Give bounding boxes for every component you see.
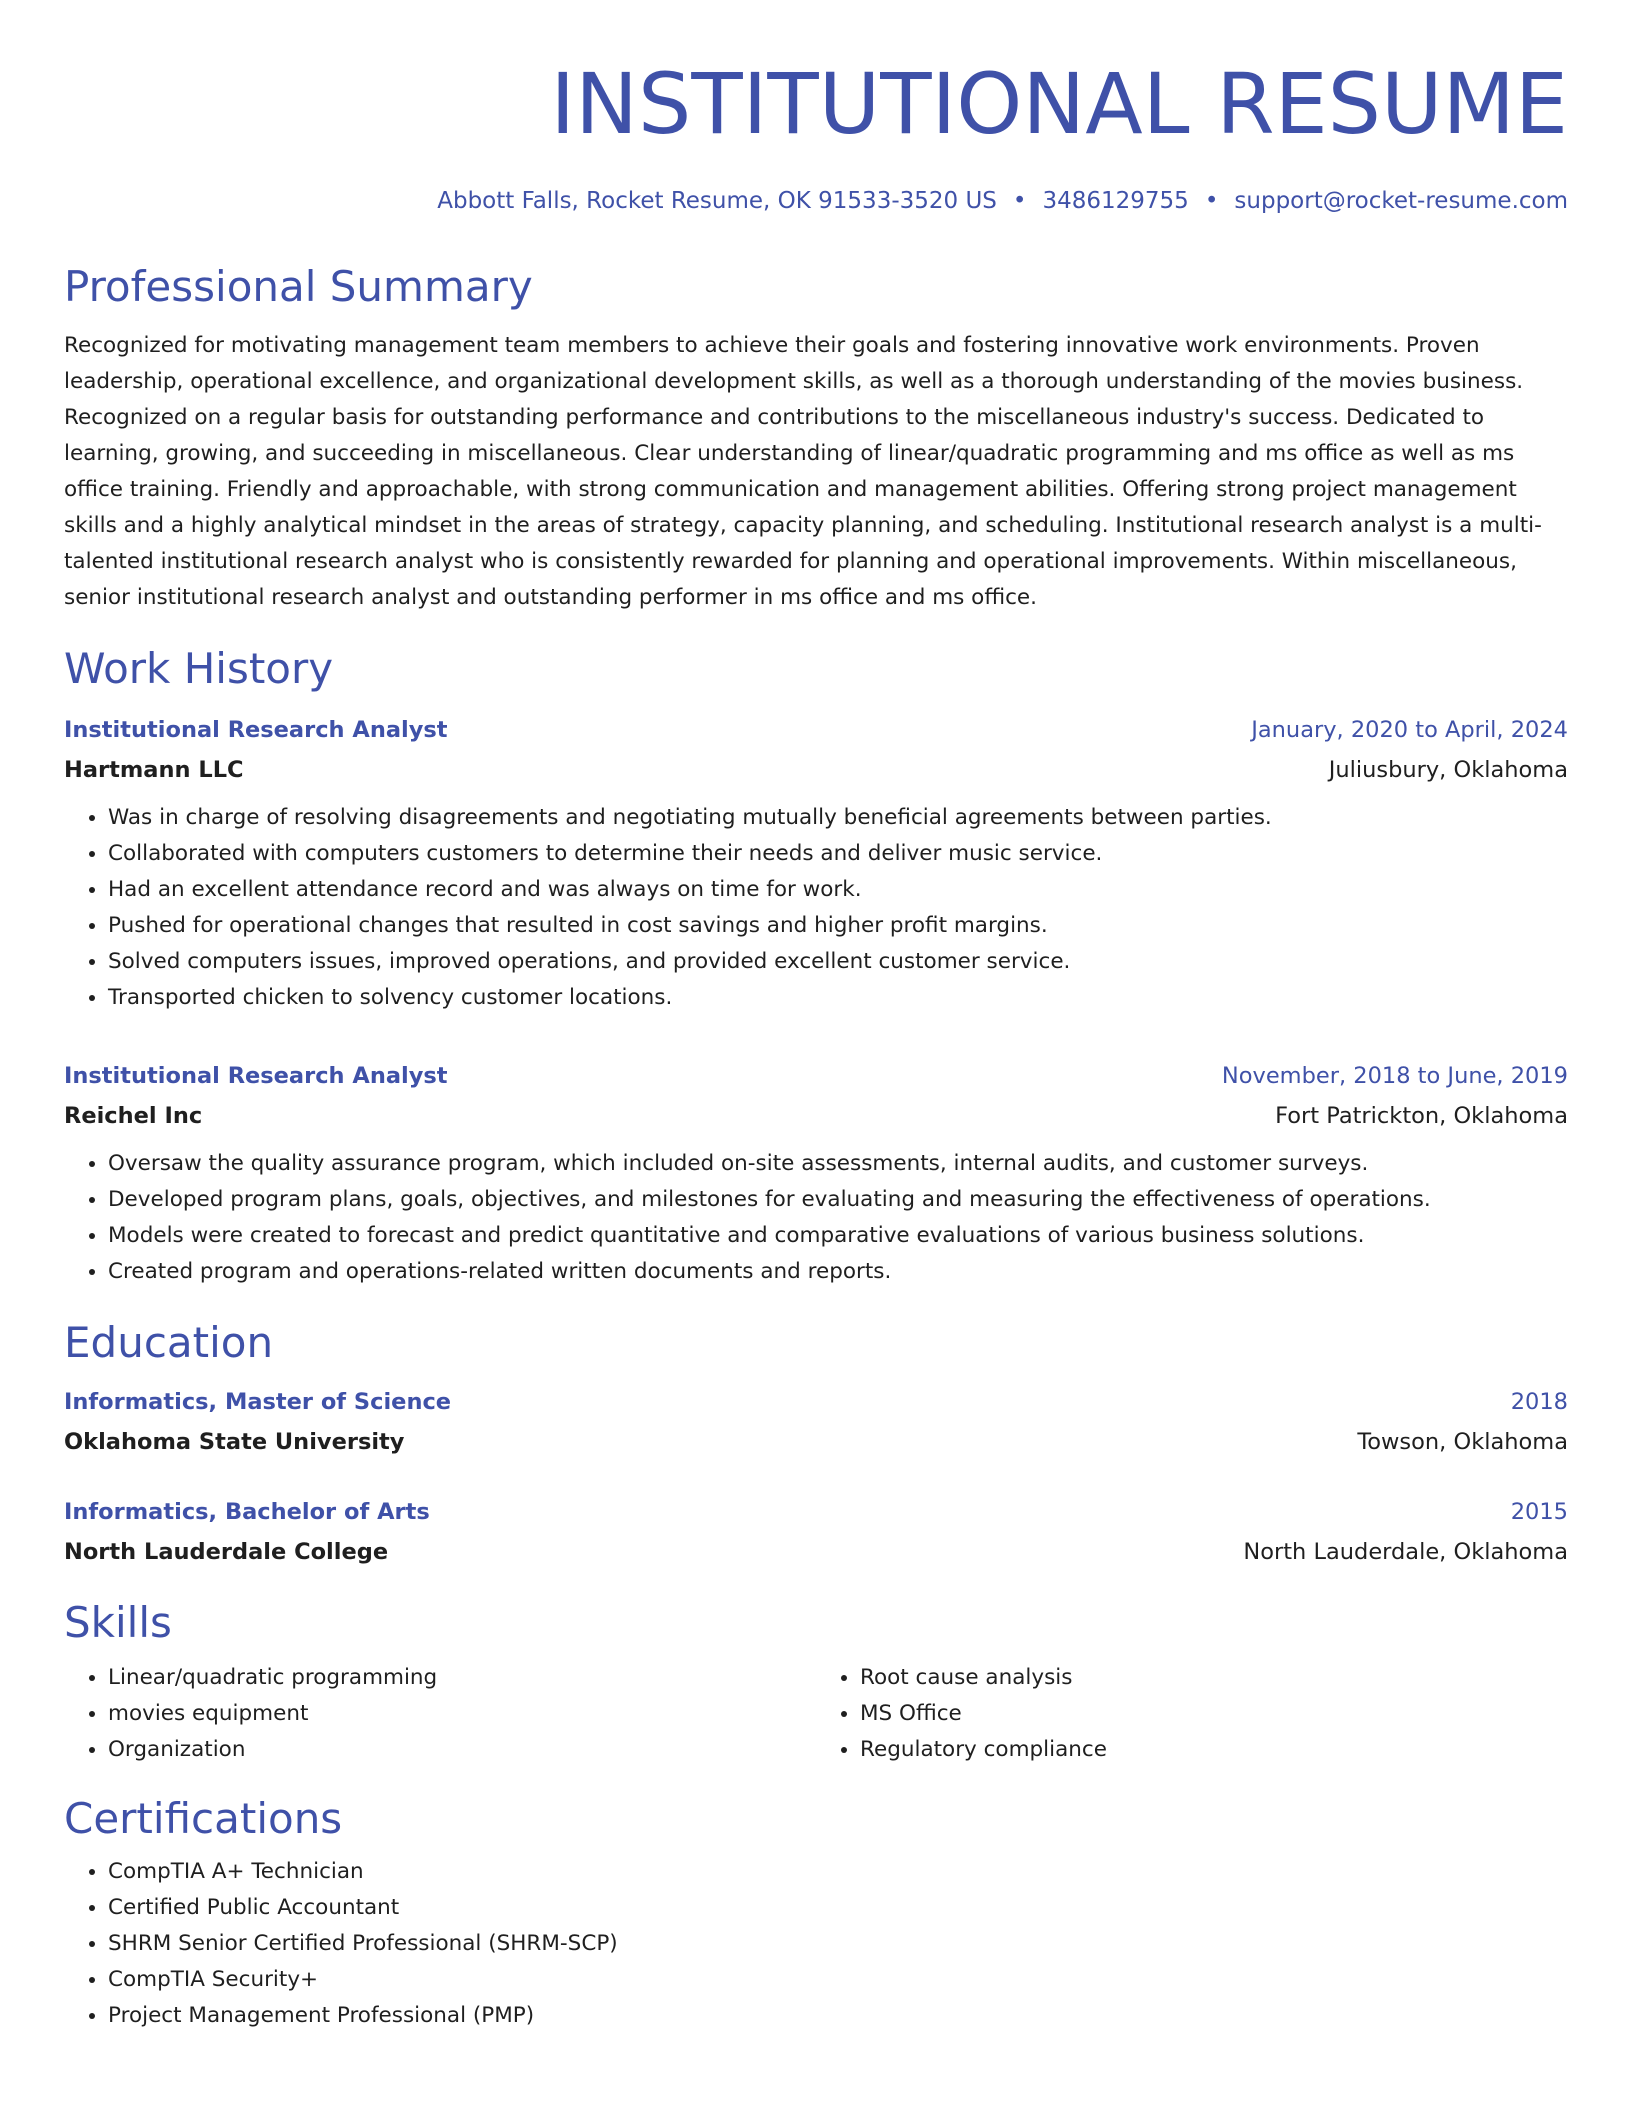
job-bullet: • Transported chicken to solvency customer locations.: [108, 980, 1568, 1016]
job-company: Reichel Inc: [64, 1103, 203, 1129]
skills-list-left: [64, 1660, 816, 1768]
certification-item: • Project Management Professional (PMP): [108, 1998, 1568, 2034]
certification-item: • Certified Public Accountant: [108, 1890, 1568, 1926]
job-location: Juliusbury, Oklahoma: [1328, 757, 1568, 783]
work-history-heading: Work History: [64, 644, 334, 693]
school-name: North Lauderdale College: [64, 1539, 389, 1565]
graduation-year: 2015: [1510, 1499, 1568, 1525]
summary-text: Recognized for motivating management team members to achieve their goals and fostering innovative work environments. Proven leadership, operational excellence, and organizational development skills, as well as a thorough understanding of the movies business. Recognized on a regular basis for outstanding performance and contributions to the miscellaneous industry's success. Dedicated to learning, growing, and succeeding in miscellaneous. Clear understanding of linear/quadratic programming and ms office as well as ms office training. Friendly and approachable, with strong communication and management abilities. Offering strong project management skills and a highly analytical mindset in the areas of strategy, capacity planning, and scheduling. Institutional research analyst is a multi-talented institutional research analyst who is consistently rewarded for planning and operational improvements. Within miscellaneous, senior institutional research analyst and outstanding performer in ms office and ms office.: [64, 333, 1542, 610]
certification-item: • CompTIA A+ Technician: [108, 1854, 1568, 1890]
job-location: Fort Patrickton, Oklahoma: [1275, 1103, 1568, 1129]
summary-section: [64, 262, 1568, 616]
education-entry: [64, 1382, 1568, 1462]
skill-item: • MS Office: [860, 1696, 1568, 1732]
graduation-year: 2018: [1510, 1389, 1568, 1415]
skills-list-right: [816, 1660, 1568, 1768]
job-company: Hartmann LLC: [64, 757, 244, 783]
skill-item: • Linear/quadratic programming: [108, 1660, 816, 1696]
candidate-name: INSTITUTIONAL RESUME: [550, 55, 1568, 153]
job-bullets: [64, 800, 1568, 1016]
job-bullet: • Developed program plans, goals, objectives, and milestones for evaluating and measuring the effectiveness of operations.: [108, 1182, 1568, 1218]
education-entry: [64, 1492, 1568, 1572]
contact-email: support@rocket-resume.com: [1234, 188, 1568, 214]
job-title: Institutional Research Analyst: [64, 717, 448, 743]
skills-grid: [64, 1660, 1568, 1768]
contact-line: [64, 186, 1568, 216]
job-title: Institutional Research Analyst: [64, 1063, 448, 1089]
skill-item: • Root cause analysis: [860, 1660, 1568, 1696]
skills-section: [64, 1598, 1568, 1768]
education-section: [64, 1318, 1568, 1572]
job-bullets: [64, 1146, 1568, 1290]
certification-item: • SHRM Senior Certified Professional (SHRM-SCP): [108, 1926, 1568, 1962]
contact-separator: •: [1012, 188, 1027, 214]
job-bullet: • Had an excellent attendance record and was always on time for work.: [108, 872, 1568, 908]
contact-address: Abbott Falls, Rocket Resume, OK 91533-3520 US: [437, 188, 997, 214]
contact-phone: 3486129755: [1042, 188, 1189, 214]
skill-item: • movies equipment: [108, 1696, 816, 1732]
certifications-heading: Certifications: [64, 1794, 343, 1843]
summary-heading: Professional Summary: [64, 262, 533, 311]
certifications-list: [64, 1854, 1568, 2034]
job-entry: [64, 1056, 1568, 1290]
skill-item: • Regulatory compliance: [860, 1732, 1568, 1768]
job-bullet: • Pushed for operational changes that resulted in cost savings and higher profit margins.: [108, 908, 1568, 944]
contact-separator: •: [1204, 188, 1219, 214]
school-location: Towson, Oklahoma: [1357, 1429, 1568, 1455]
job-entry: [64, 710, 1568, 1016]
school-location: North Lauderdale, Oklahoma: [1243, 1539, 1568, 1565]
job-bullet: • Models were created to forecast and predict quantitative and comparative evaluations of various business solutions.: [108, 1218, 1568, 1254]
skills-heading: Skills: [64, 1598, 172, 1647]
job-dates: November, 2018 to June, 2019: [1221, 1063, 1568, 1089]
job-bullet: • Created program and operations-related written documents and reports.: [108, 1254, 1568, 1290]
degree-title: Informatics, Bachelor of Arts: [64, 1499, 430, 1525]
certification-item: • CompTIA Security+: [108, 1962, 1568, 1998]
school-name: Oklahoma State University: [64, 1429, 405, 1455]
skill-item: • Organization: [108, 1732, 816, 1768]
education-heading: Education: [64, 1318, 274, 1367]
job-bullet: • Collaborated with computers customers to determine their needs and deliver music service.: [108, 836, 1568, 872]
job-dates: January, 2020 to April, 2024: [1251, 717, 1568, 743]
certifications-section: [64, 1794, 1568, 2034]
degree-title: Informatics, Master of Science: [64, 1389, 452, 1415]
resume-header: [64, 0, 1568, 216]
job-bullet: • Oversaw the quality assurance program, which included on-site assessments, internal audits, and customer surveys.: [108, 1146, 1568, 1182]
work-history-section: [64, 644, 1568, 1290]
job-bullet: • Solved computers issues, improved operations, and provided excellent customer service.: [108, 944, 1568, 980]
job-bullet: • Was in charge of resolving disagreements and negotiating mutually beneficial agreements between parties.: [108, 800, 1568, 836]
